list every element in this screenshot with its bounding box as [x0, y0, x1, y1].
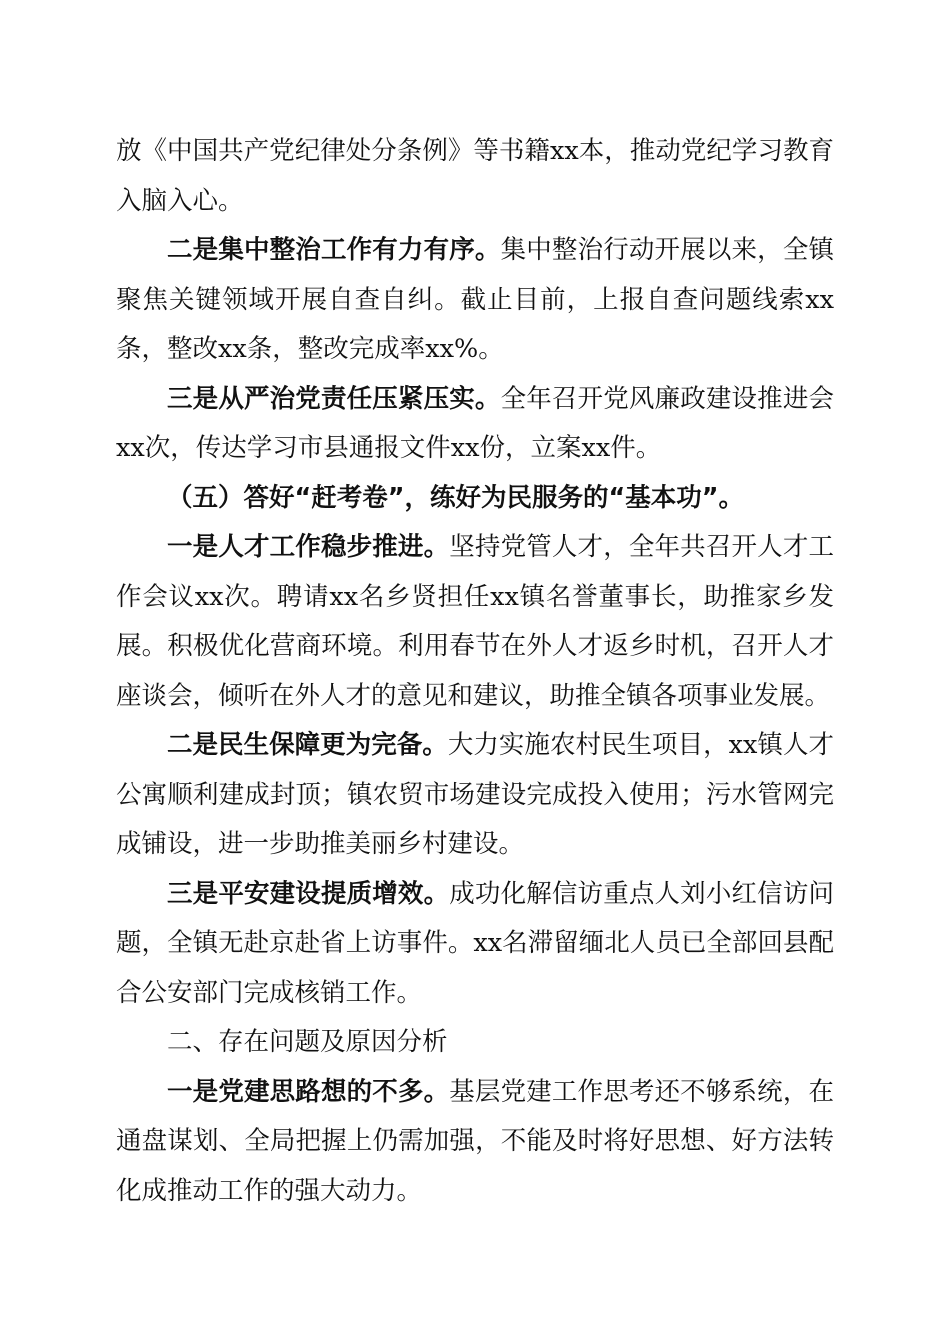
document-body: [116, 127, 834, 1216]
paragraph-lead: 三是从严治党责任压紧压实。: [167, 383, 501, 414]
paragraph-text: 大力实施农村民生项目，xx镇人才公寓顺利建成封顶；镇农贸市场建设完成投入使用；污水管网完成铺设，进一步助推美丽乡村建设。: [116, 730, 834, 859]
section-heading: [116, 1018, 834, 1068]
paragraph-text: 放《中国共产党纪律处分条例》等书籍xx本，推动党纪学习教育入脑入心。: [116, 136, 834, 216]
paragraph-lead: 二是民生保障更为完备。: [167, 730, 448, 760]
sub-heading: [116, 474, 834, 524]
paragraph-lead: 三是平安建设提质增效。: [167, 878, 450, 909]
sub-heading-text: （五）答好“赶考卷”，练好为民服务的“基本功”。: [167, 482, 745, 513]
paragraph-text: 坚持党管人才，全年共召开人才工作会议xx次。聘请xx名乡贤担任xx镇名誉董事长，助推家乡发展。积极优化营商环境。利用春节在外人才返乡时机，召开人才座谈会，倾听在外人才的意见和建议，助推全镇各项事业发展。: [116, 532, 834, 711]
paragraph-item: [116, 1068, 834, 1217]
paragraph-item: [116, 870, 834, 1019]
paragraph-text: 基层党建工作思考还不够系统，在通盘谋划、全局把握上仍需加强，不能及时将好思想、好方法转化成推动工作的强大动力。: [116, 1076, 834, 1206]
paragraph-text: 全年召开党风廉政建设推进会xx次，传达学习市县通报文件xx份，立案xx件。: [116, 383, 834, 463]
paragraph-item: [116, 375, 834, 474]
paragraph-item: [116, 721, 834, 870]
paragraph-continuation: [116, 127, 834, 226]
paragraph-lead: 一是党建思路想的不多。: [167, 1076, 450, 1107]
paragraph-item: [116, 523, 834, 721]
paragraph-lead: 二是集中整治工作有力有序。: [167, 235, 501, 265]
paragraph-lead: 一是人才工作稳步推进。: [167, 532, 450, 562]
paragraph-text: 成功化解信访重点人刘小红信访问题，全镇无赴京赴省上访事件。xx名滞留缅北人员已全部回县配合公安部门完成核销工作。: [116, 878, 834, 1008]
section-heading-text: 二、存在问题及原因分析: [167, 1027, 448, 1057]
paragraph-text: 集中整治行动开展以来，全镇聚焦关键领域开展自查自纠。截止目前，上报自查问题线索xx条，整改xx条，整改完成率xx%。: [116, 235, 834, 364]
paragraph-item: [116, 226, 834, 375]
